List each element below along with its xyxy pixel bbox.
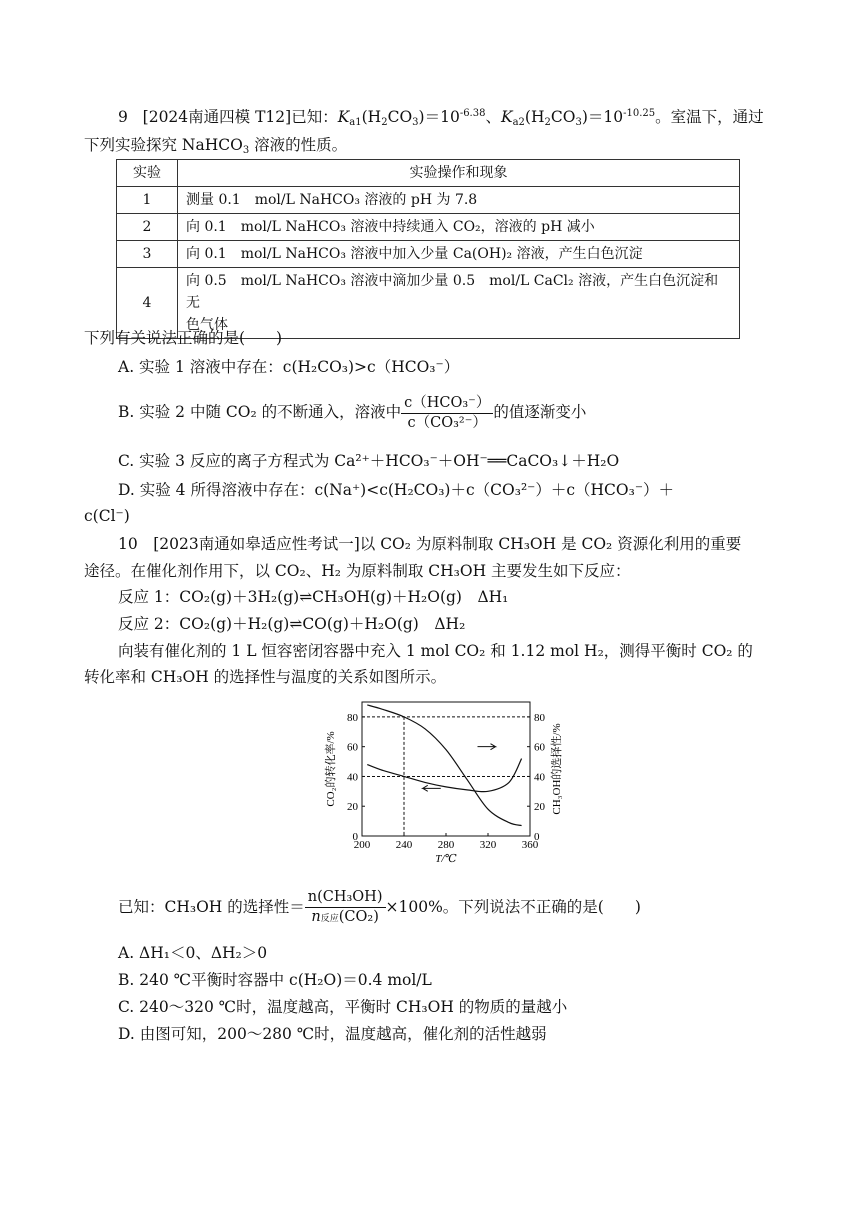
q10-option-c[interactable]: C. 240～320 ℃时，温度越高，平衡时 CH₃OH 的物质的量越小 xyxy=(118,998,568,1016)
q9-ask: 下列有关说法正确的是( ) xyxy=(84,329,283,347)
table-cell-no: 1 xyxy=(117,187,178,214)
q9-option-d-line1[interactable]: D. 实验 4 所得溶液中存在：c(Na⁺)<c(H₂CO₃)＋c（CO₃²⁻）＋c（HCO₃⁻）＋ xyxy=(118,481,674,499)
x-tick-label: 240 xyxy=(395,839,413,851)
x-tick-label: 320 xyxy=(479,839,497,851)
q10-stem-line2: 途径。在催化剂作用下，以 CO₂、H₂ 为原料制取 CH₃OH 主要发生如下反应： xyxy=(84,562,631,580)
table-cell-text: 向 0.1 mol/L NaHCO₃ 溶液中加入少量 Ca(OH)₂ 溶液，产生白色沉淀 xyxy=(178,241,740,268)
q9-stem-line2: 下列实验探究 NaHCO$_3$ 溶液的性质。 xyxy=(84,136,348,156)
table-row xyxy=(117,214,740,241)
fraction: $\frac{\text{c（HCO₃⁻）}}{\text{c（CO₃²⁻）}}$ xyxy=(401,394,493,433)
y-tick-label-right: 40 xyxy=(534,771,545,784)
q10-stem-line5: 向装有催化剂的 1 L 恒容密闭容器中充入 1 mol CO₂ 和 1.12 mol H₂，测得平衡时 CO₂ 的 xyxy=(118,642,753,660)
table-header: 实验 xyxy=(117,160,178,187)
arrow-right xyxy=(478,744,496,750)
q10-option-b[interactable]: B. 240 ℃平衡时容器中 c(H₂O)＝0.4 mol/L xyxy=(118,971,432,989)
y-axis-label-right: CH₃OH的选择性/% xyxy=(551,723,563,815)
experiment-table xyxy=(116,159,740,339)
q9-source: [2024南通四模 T12] xyxy=(142,108,292,126)
x-tick-label: 360 xyxy=(521,839,539,851)
table-header-row xyxy=(117,160,740,187)
series-line-co2-conversion xyxy=(367,759,521,792)
q9-option-c[interactable]: C. 实验 3 反应的离子方程式为 Ca²⁺＋HCO₃⁻＋OH⁻══CaCO₃↓＋H₂O xyxy=(118,452,620,470)
table-row xyxy=(117,187,740,214)
q10-option-d[interactable]: D. 由图可知，200～280 ℃时，温度越高，催化剂的活性越弱 xyxy=(118,1025,547,1043)
table-cell-text: 测量 0.1 mol/L NaHCO₃ 溶液的 pH 为 7.8 xyxy=(178,187,740,214)
table-cell-no: 3 xyxy=(117,241,178,268)
q9-stem-line1: 9 [2024南通四模 T12]已知：$K_{a1}(H_2CO_3)=10^{-6.38}$、$K_{a2}(H_2CO_3)=10^{-10.25}$。室温下，通过 xyxy=(118,108,764,128)
y-tick-label-left: 0 xyxy=(352,831,358,843)
arrow-left xyxy=(423,785,441,791)
plot-frame xyxy=(362,702,530,836)
table-cell-text: 向 0.5 mol/L NaHCO₃ 溶液中滴加少量 0.5 mol/L CaCl₂ 溶液，产生白色沉淀和无 色气体 xyxy=(178,268,740,339)
q10-reaction-1: 反应 1：CO₂(g)＋3H₂(g)⇌CH₃OH(g)＋H₂O(g) ΔH₁ xyxy=(118,588,509,606)
q9-option-d-line2: c(Cl⁻) xyxy=(84,507,130,525)
y-axis-label-left: CO₂的转化率/% xyxy=(325,731,337,807)
q9-option-a[interactable]: A. 实验 1 溶液中存在：c(H₂CO₃)>c（HCO₃⁻） xyxy=(118,358,460,376)
y-tick-label-right: 20 xyxy=(534,801,545,814)
table-cell-no: 2 xyxy=(117,214,178,241)
y-tick-label-right: 80 xyxy=(534,711,545,724)
q10-reaction-2: 反应 2：CO₂(g)＋H₂(g)⇌CO(g)＋H₂O(g) ΔH₂ xyxy=(118,615,466,633)
q10-stem-line1: 10 [2023南通如皋适应性考试一]以 CO₂ 为原料制取 CH₃OH 是 CO₂ 资源化利用的重要 xyxy=(118,535,742,553)
q9-number: 9 xyxy=(118,108,128,126)
table-row xyxy=(117,241,740,268)
series-line-ch3oh-selectivity xyxy=(367,705,521,826)
x-tick-label: 200 xyxy=(353,839,371,851)
q10-known: 已知：CH₃OH 的选择性＝ $\frac{\text{n(CH₃OH)}}{\text{n反应(CO₂)}}$ ×100%。下列说法不正确的是( ) xyxy=(118,884,641,930)
table-cell-no: 4 xyxy=(117,268,178,339)
x-tick-label: 280 xyxy=(437,839,455,851)
table-header: 实验操作和现象 xyxy=(178,160,740,187)
y-tick-label-right: 0 xyxy=(534,831,540,843)
conversion-selectivity-chart xyxy=(316,694,576,866)
y-tick-label-right: 60 xyxy=(534,741,545,754)
table-cell-text: 向 0.1 mol/L NaHCO₃ 溶液中持续通入 CO₂，溶液的 pH 减小 xyxy=(178,214,740,241)
x-axis-label: T/℃ xyxy=(435,853,457,865)
y-tick-label-left: 40 xyxy=(347,771,358,784)
selectivity-fraction: $\frac{\text{n(CH₃OH)}}{\text{n反应(CO₂)}}$ xyxy=(305,888,386,929)
y-tick-label-left: 80 xyxy=(347,711,358,724)
q10-option-a[interactable]: A. ΔH₁＜0、ΔH₂＞0 xyxy=(118,944,268,962)
q10-stem-line6: 转化率和 CH₃OH 的选择性与温度的关系如图所示。 xyxy=(84,668,447,686)
y-tick-label-left: 60 xyxy=(347,741,358,754)
y-tick-label-left: 20 xyxy=(347,801,358,814)
q9-option-b[interactable]: B. 实验 2 中随 CO₂ 的不断通入，溶液中 $\frac{\text{c（HCO₃⁻）}}{\text{c（CO₃²⁻）}}$ 的值逐渐变小 xyxy=(118,394,587,431)
